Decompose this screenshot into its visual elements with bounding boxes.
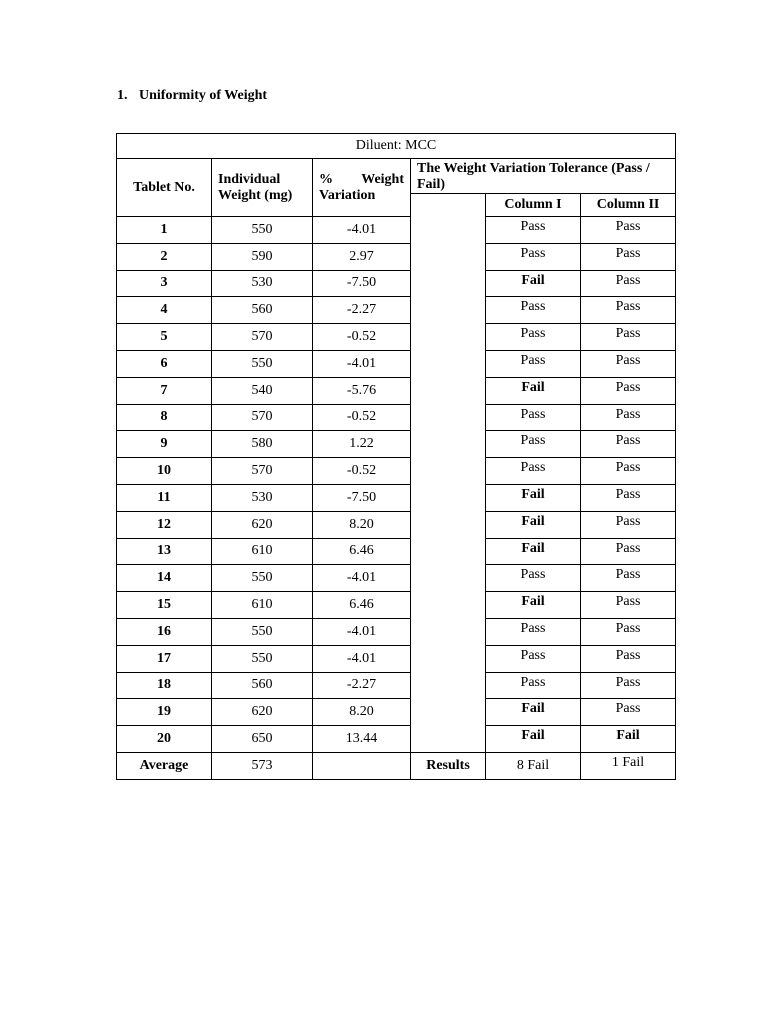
tolerance-blank-cell xyxy=(411,194,486,753)
weight-variation-cell: -0.52 xyxy=(313,458,411,485)
column-1-result-cell: Fail xyxy=(486,538,581,565)
section-number: 1. xyxy=(117,88,128,103)
tablet-number-cell: 5 xyxy=(117,324,212,351)
individual-weight-cell: 550 xyxy=(212,350,313,377)
table-row xyxy=(117,217,676,244)
column-2-result-cell: Pass xyxy=(581,324,676,351)
tablet-number-cell: 16 xyxy=(117,618,212,645)
table-row xyxy=(117,297,676,324)
weight-variation-cell: -7.50 xyxy=(313,484,411,511)
table-row xyxy=(117,377,676,404)
tablet-number-cell: 6 xyxy=(117,350,212,377)
weight-variation-cell: 6.46 xyxy=(313,538,411,565)
table-row xyxy=(117,350,676,377)
header-tolerance: The Weight Variation Tolerance (Pass / Fail) xyxy=(411,159,676,194)
individual-weight-cell: 580 xyxy=(212,431,313,458)
header-column-1: Column I xyxy=(486,194,581,217)
tablet-number-cell: 3 xyxy=(117,270,212,297)
column-1-result-cell: Pass xyxy=(486,350,581,377)
individual-weight-cell: 550 xyxy=(212,565,313,592)
tablet-number-cell: 11 xyxy=(117,484,212,511)
individual-weight-cell: 550 xyxy=(212,217,313,244)
header-column-2: Column II xyxy=(581,194,676,217)
column-1-result-cell: Pass xyxy=(486,297,581,324)
weight-variation-cell: 8.20 xyxy=(313,511,411,538)
individual-weight-cell: 610 xyxy=(212,538,313,565)
weight-variation-cell: -5.76 xyxy=(313,377,411,404)
tablet-number-cell: 15 xyxy=(117,592,212,619)
column-1-result-cell: Pass xyxy=(486,431,581,458)
weight-variation-cell: 8.20 xyxy=(313,699,411,726)
table-row xyxy=(117,270,676,297)
individual-weight-cell: 560 xyxy=(212,672,313,699)
individual-weight-cell: 540 xyxy=(212,377,313,404)
individual-weight-cell: 530 xyxy=(212,484,313,511)
results-label: Results xyxy=(411,752,486,779)
weight-variation-cell: -2.27 xyxy=(313,672,411,699)
weight-variation-cell: -0.52 xyxy=(313,324,411,351)
column-1-result-cell: Pass xyxy=(486,618,581,645)
column-1-result-cell: Fail xyxy=(486,377,581,404)
tablet-number-cell: 17 xyxy=(117,645,212,672)
column-2-result-cell: Pass xyxy=(581,350,676,377)
column-1-result-cell: Pass xyxy=(486,404,581,431)
column-2-result-cell: Pass xyxy=(581,699,676,726)
column-2-result-cell: Pass xyxy=(581,217,676,244)
table-row xyxy=(117,618,676,645)
average-variation-empty xyxy=(313,752,411,779)
weight-variation-cell: 2.97 xyxy=(313,243,411,270)
average-label: Average xyxy=(117,752,212,779)
weight-variation-cell: -4.01 xyxy=(313,645,411,672)
section-heading xyxy=(117,88,267,104)
table-row xyxy=(117,699,676,726)
individual-weight-cell: 570 xyxy=(212,458,313,485)
column-2-result-cell: Pass xyxy=(581,431,676,458)
column-2-result-cell: Pass xyxy=(581,618,676,645)
column-2-result-cell: Pass xyxy=(581,484,676,511)
tablet-number-cell: 12 xyxy=(117,511,212,538)
column-1-result-cell: Pass xyxy=(486,672,581,699)
tablet-number-cell: 10 xyxy=(117,458,212,485)
individual-weight-cell: 570 xyxy=(212,324,313,351)
column-1-result-cell: Pass xyxy=(486,217,581,244)
diluent-caption: Diluent: MCC xyxy=(117,134,676,159)
column-2-result-cell: Pass xyxy=(581,672,676,699)
results-column-1: 8 Fail xyxy=(486,752,581,779)
weight-variation-cell: 6.46 xyxy=(313,592,411,619)
tablet-number-cell: 2 xyxy=(117,243,212,270)
individual-weight-cell: 620 xyxy=(212,511,313,538)
column-2-result-cell: Pass xyxy=(581,243,676,270)
weight-variation-cell: -2.27 xyxy=(313,297,411,324)
individual-weight-cell: 620 xyxy=(212,699,313,726)
table-row xyxy=(117,672,676,699)
individual-weight-cell: 530 xyxy=(212,270,313,297)
individual-weight-cell: 560 xyxy=(212,297,313,324)
column-1-result-cell: Fail xyxy=(486,270,581,297)
column-2-result-cell: Pass xyxy=(581,377,676,404)
column-2-result-cell: Pass xyxy=(581,270,676,297)
column-2-result-cell: Pass xyxy=(581,297,676,324)
header-tablet-no: Tablet No. xyxy=(117,159,212,217)
individual-weight-cell: 550 xyxy=(212,645,313,672)
tablet-number-cell: 13 xyxy=(117,538,212,565)
column-2-result-cell: Pass xyxy=(581,592,676,619)
table-row xyxy=(117,511,676,538)
weight-variation-cell: -7.50 xyxy=(313,270,411,297)
table-body xyxy=(117,134,676,780)
column-1-result-cell: Pass xyxy=(486,243,581,270)
column-2-result-cell: Pass xyxy=(581,565,676,592)
table-row xyxy=(117,324,676,351)
weight-variation-cell: -4.01 xyxy=(313,618,411,645)
column-2-result-cell: Fail xyxy=(581,726,676,753)
average-row xyxy=(117,752,676,779)
weight-variation-cell: -4.01 xyxy=(313,350,411,377)
tablet-number-cell: 18 xyxy=(117,672,212,699)
results-column-2: 1 Fail xyxy=(581,752,676,779)
tablet-number-cell: 9 xyxy=(117,431,212,458)
table-row xyxy=(117,484,676,511)
tablet-number-cell: 4 xyxy=(117,297,212,324)
column-1-result-cell: Pass xyxy=(486,565,581,592)
table-row xyxy=(117,458,676,485)
section-title: Uniformity of Weight xyxy=(139,88,268,103)
uniformity-of-weight-table xyxy=(116,133,676,780)
column-2-result-cell: Pass xyxy=(581,458,676,485)
table-row xyxy=(117,726,676,753)
column-1-result-cell: Fail xyxy=(486,511,581,538)
individual-weight-cell: 550 xyxy=(212,618,313,645)
table-row xyxy=(117,538,676,565)
weight-variation-cell: -4.01 xyxy=(313,217,411,244)
column-1-result-cell: Pass xyxy=(486,324,581,351)
individual-weight-cell: 610 xyxy=(212,592,313,619)
tablet-number-cell: 8 xyxy=(117,404,212,431)
column-2-result-cell: Pass xyxy=(581,404,676,431)
column-2-result-cell: Pass xyxy=(581,538,676,565)
column-1-result-cell: Fail xyxy=(486,484,581,511)
column-1-result-cell: Pass xyxy=(486,458,581,485)
column-1-result-cell: Fail xyxy=(486,699,581,726)
table-row xyxy=(117,243,676,270)
column-2-result-cell: Pass xyxy=(581,511,676,538)
table-row xyxy=(117,645,676,672)
weight-variation-cell: 13.44 xyxy=(313,726,411,753)
header-individual-weight: Individual Weight (mg) xyxy=(212,159,313,217)
table-row xyxy=(117,404,676,431)
tablet-number-cell: 20 xyxy=(117,726,212,753)
tablet-number-cell: 7 xyxy=(117,377,212,404)
individual-weight-cell: 570 xyxy=(212,404,313,431)
tablet-number-cell: 19 xyxy=(117,699,212,726)
tablet-number-cell: 1 xyxy=(117,217,212,244)
column-2-result-cell: Pass xyxy=(581,645,676,672)
individual-weight-cell: 590 xyxy=(212,243,313,270)
column-1-result-cell: Fail xyxy=(486,592,581,619)
column-1-result-cell: Pass xyxy=(486,645,581,672)
table-row xyxy=(117,565,676,592)
table-row xyxy=(117,431,676,458)
weight-variation-cell: -4.01 xyxy=(313,565,411,592)
weight-variation-cell: -0.52 xyxy=(313,404,411,431)
tablet-number-cell: 14 xyxy=(117,565,212,592)
header-weight-variation: % Weight Variation xyxy=(313,159,411,217)
individual-weight-cell: 650 xyxy=(212,726,313,753)
table-row xyxy=(117,592,676,619)
average-weight: 573 xyxy=(212,752,313,779)
column-1-result-cell: Fail xyxy=(486,726,581,753)
weight-variation-cell: 1.22 xyxy=(313,431,411,458)
